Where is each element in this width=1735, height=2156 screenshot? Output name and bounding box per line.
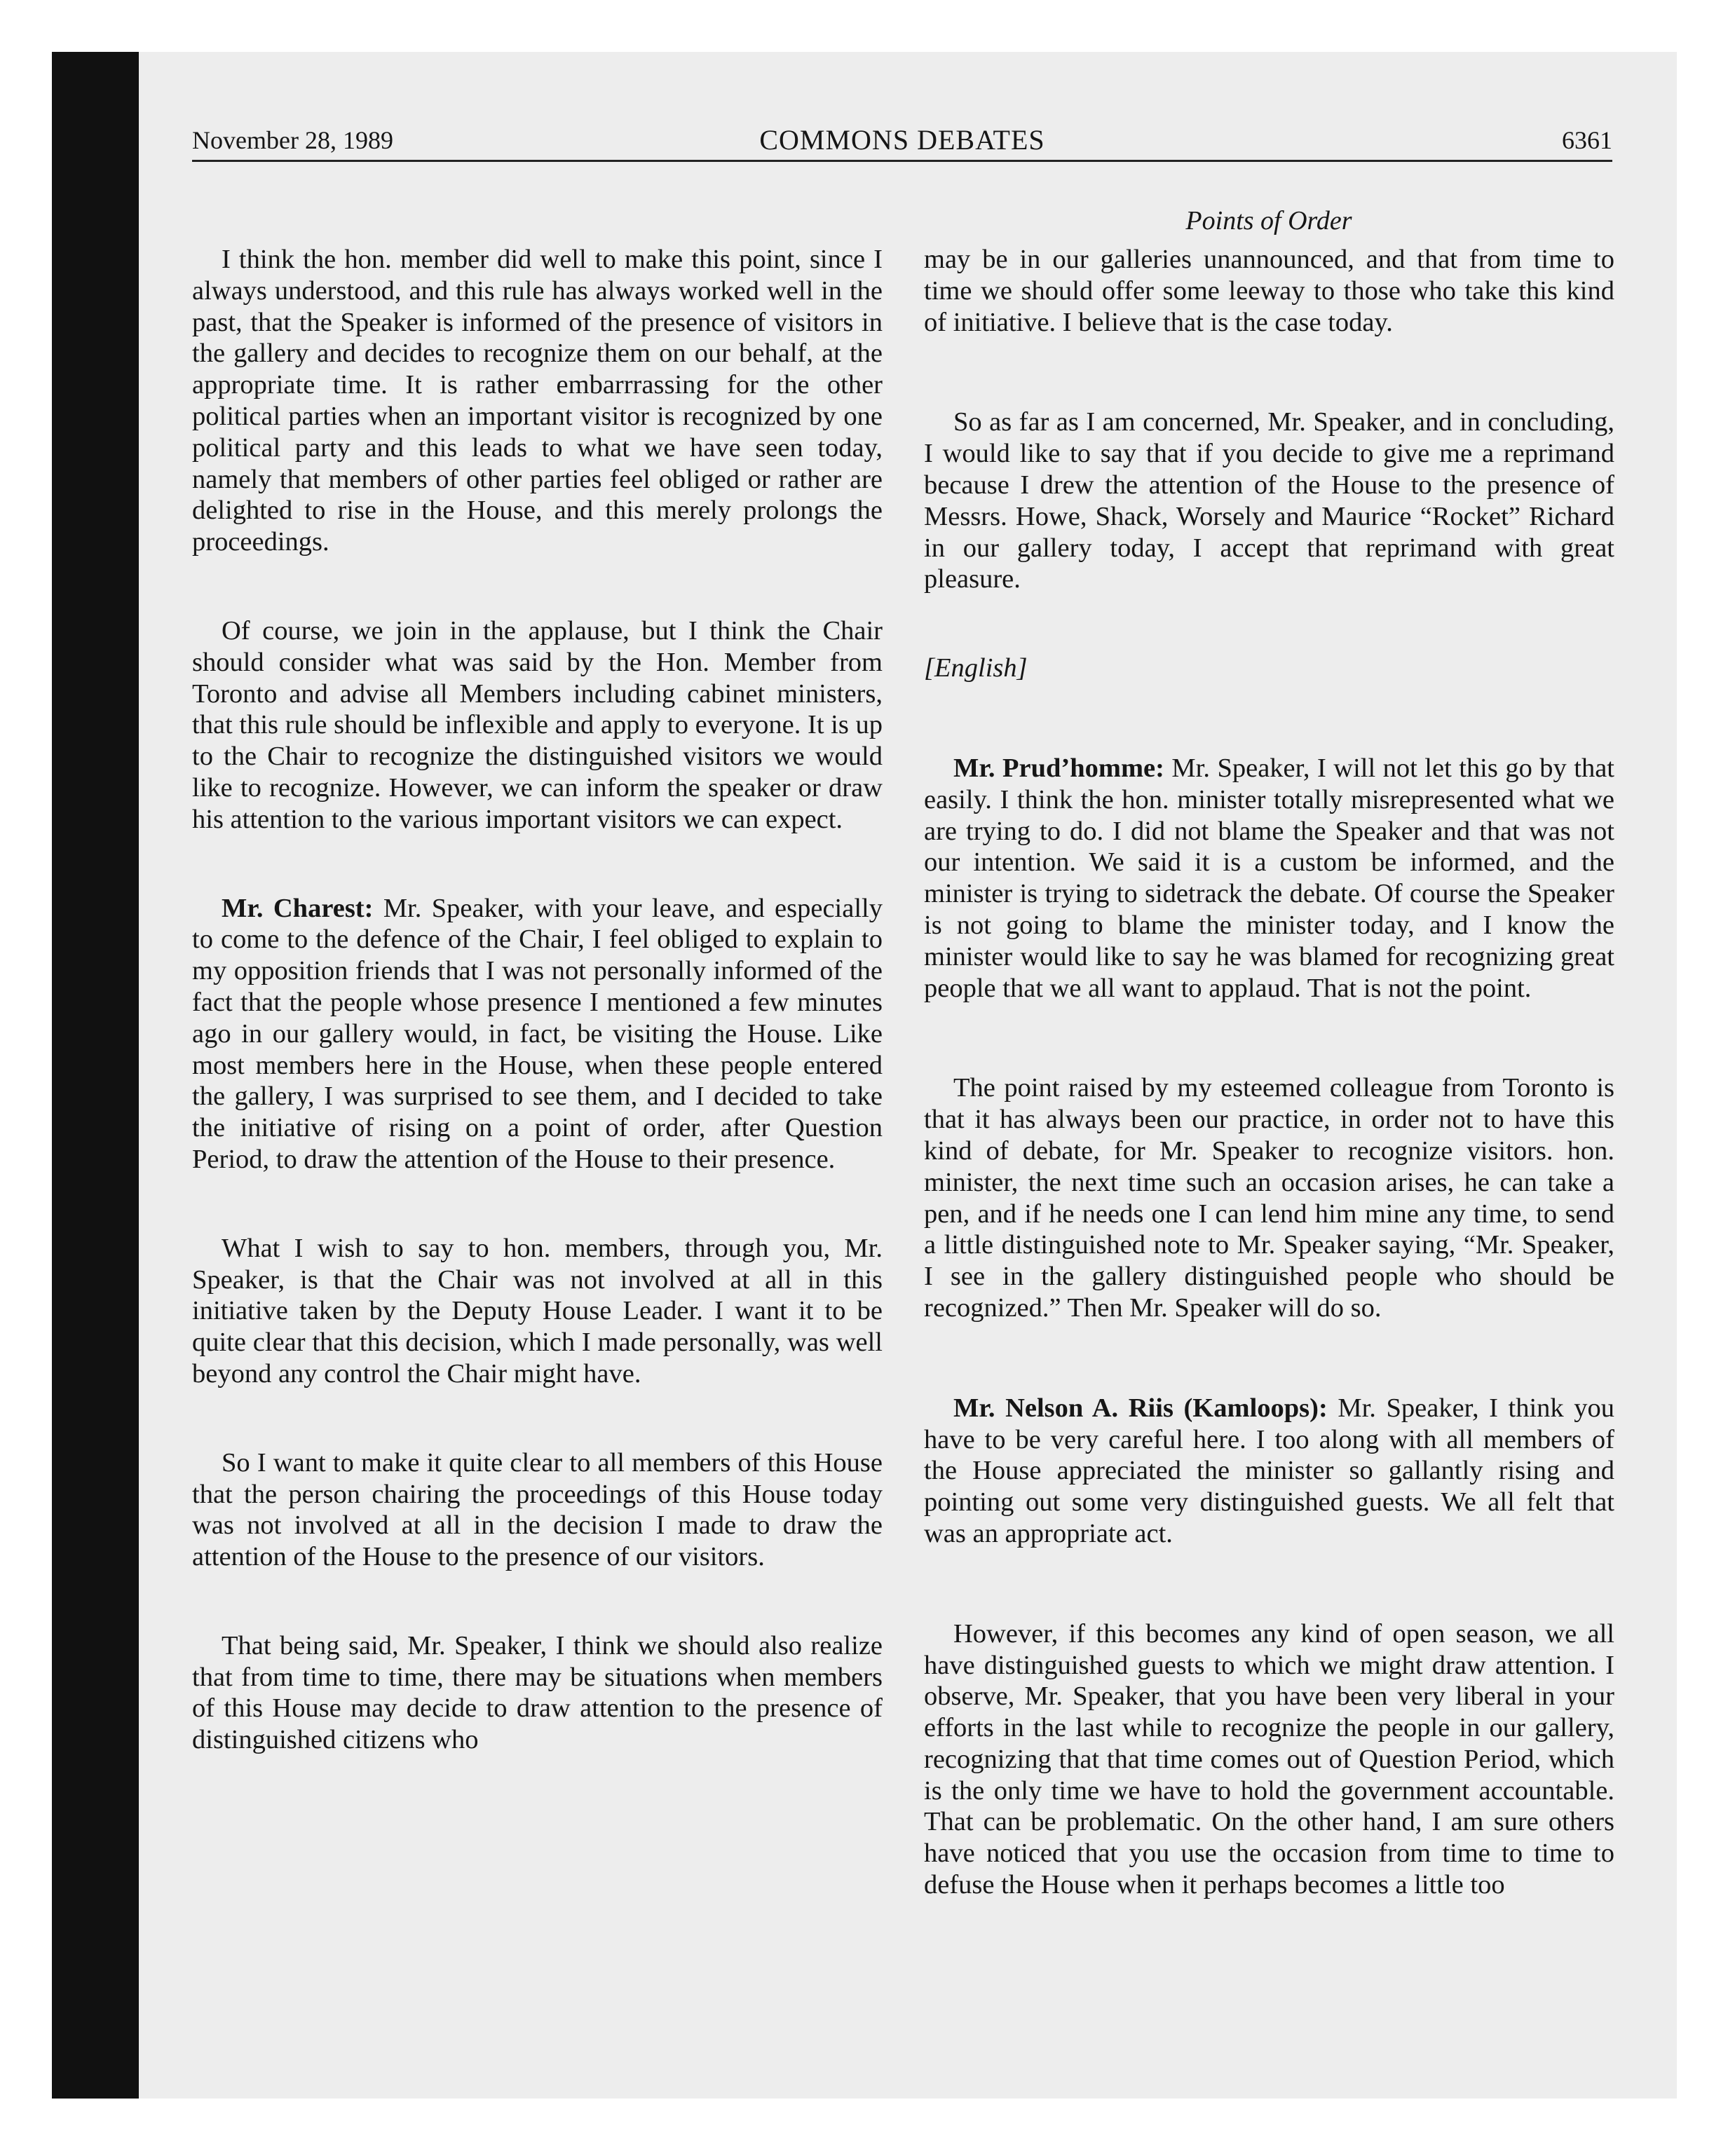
speaker-name: Mr. Charest: (222, 893, 374, 923)
paragraph: I think the hon. member did well to make this point, since I always understood, and this rule has always worked well in the past, that the Speaker is informed of the presence of visitors in the gallery and decides to recognize them on our behalf, at the appropriate time. It is rather embarrrassing for the other political parties when an important visitor is recognized by one political party and this leads to what we have seen today, namely that members of other parties feel obliged or rather are delighted to rise in the House, and this merely prolongs the proceedings. (192, 245, 883, 557)
paragraph: The point raised by my esteemed colleague from Toronto is that it has always been our practice, in order not to have this kind of debate, for Mr. Speaker to recognize visitors. hon. minister, the next time such an occasion arises, he can take a pen, and if he needs one I can lend him mine any time, to send a little distinguished note to Mr. Speaker saying, “Mr. Speaker, I see in the gallery distinguished people who should be recognized.” Then Mr. Speaker will do so. (924, 1073, 1614, 1323)
paragraph-continuation: may be in our galleries unannounced, and that from time to time we should offer some leeway to those who take this kind of initiative. I believe that is the case today. (924, 245, 1614, 337)
paragraph: Of course, we join in the applause, but I think the Chair should consider what was said by the Hon. Member from Toronto and advise all Members including cabinet ministers, that this rule should be inflexible and apply to everyone. It is up to the Chair to recognize the distinguished visitors we would like to recognize. However, we can inform the speaker or draw his attention to the various important visitors we can expect. (192, 615, 883, 834)
section-title: Points of Order (1185, 206, 1352, 236)
header-date: November 28, 1989 (192, 126, 393, 154)
paragraph: So as far as I am concerned, Mr. Speaker, and in concluding, I would like to say that if you decide to give me a reprimand because I drew the attention of the House to the presence of Messrs. Howe, Shack, Worsely and Maurice “Rocket” Richard in our gallery today, I accept that reprimand with great pleasure. (924, 407, 1614, 594)
paragraph: That being said, Mr. Speaker, I think we should also realize that from time to time, there may be situations when members of this House may decide to draw attention to the presence of distinguished citizens who (192, 1630, 883, 1755)
right-column (924, 244, 1614, 1901)
speech-text: Mr. Speaker, I will not let this go by that easily. I think the hon. minister totally misrepresented what we are trying to do. I did not blame the Speaker and that was not our intention. We said it is a custom be informed, and the minister is trying to sidetrack the debate. Of course the Speaker is not going to blame the minister today, and I know the minister would like to say he was blamed for recognizing great people that we all want to applaud. That is not the point. (924, 753, 1614, 1003)
speech-text: Mr. Speaker, with your leave, and especially to come to the defence of the Chair, I feel obliged to explain to my opposition friends that I was not personally informed of the fact that the people whose presence I mentioned a few minutes ago in our gallery would, in fact, be visiting the House. Like most members here in the House, when these people entered the gallery, I was surprised to see them, and I decided to take the initiative of rising on a point of order, after Question Period, to draw the attention of the House to their presence. (192, 893, 883, 1174)
paragraph-prudhomme (924, 753, 1614, 1004)
speaker-name: Mr. Prud’homme: (953, 753, 1164, 783)
paragraph-charest (192, 893, 883, 1175)
page-header (192, 121, 1612, 162)
left-column (192, 244, 883, 1756)
speech-text: Mr. Speaker, I think you have to be very careful here. I too along with all members of the House appreciated the minister so gallantly rising and pointing out some very distinguished guests. We all felt that was an appropriate act. (924, 1393, 1614, 1548)
paragraph: However, if this becomes any kind of open season, we all have distinguished guests to which we might draw attention. I observe, Mr. Speaker, that you have been very liberal in your efforts in the last while to recognize the people in our gallery, recognizing that that time comes out of Question Period, which is the only time we have to hold the government accountable. That can be problematic. On the other hand, I am sure others have noticed that you use the occasion from time to time to defuse the House when it perhaps becomes a little too (924, 1618, 1614, 1900)
paragraph: What I wish to say to hon. members, through you, Mr. Speaker, is that the Chair was not involved at all in this initiative taken by the Deputy House Leader. I want it to be quite clear that this decision, which I made personally, was well beyond any control the Chair might have. (192, 1233, 883, 1389)
speaker-name: Mr. Nelson A. Riis (Kamloops): (953, 1393, 1328, 1423)
header-publication: COMMONS DEBATES (759, 124, 1045, 156)
header-page-number: 6361 (1562, 126, 1612, 154)
paragraph-riis (924, 1393, 1614, 1550)
language-tag: [English] (924, 653, 1028, 683)
paragraph: So I want to make it quite clear to all members of this House that the person chairing the proceedings of this House today was not involved at all in the decision I made to draw the attention of the House to the presence of our visitors. (192, 1447, 883, 1572)
binding-edge-shadow (52, 52, 139, 2099)
